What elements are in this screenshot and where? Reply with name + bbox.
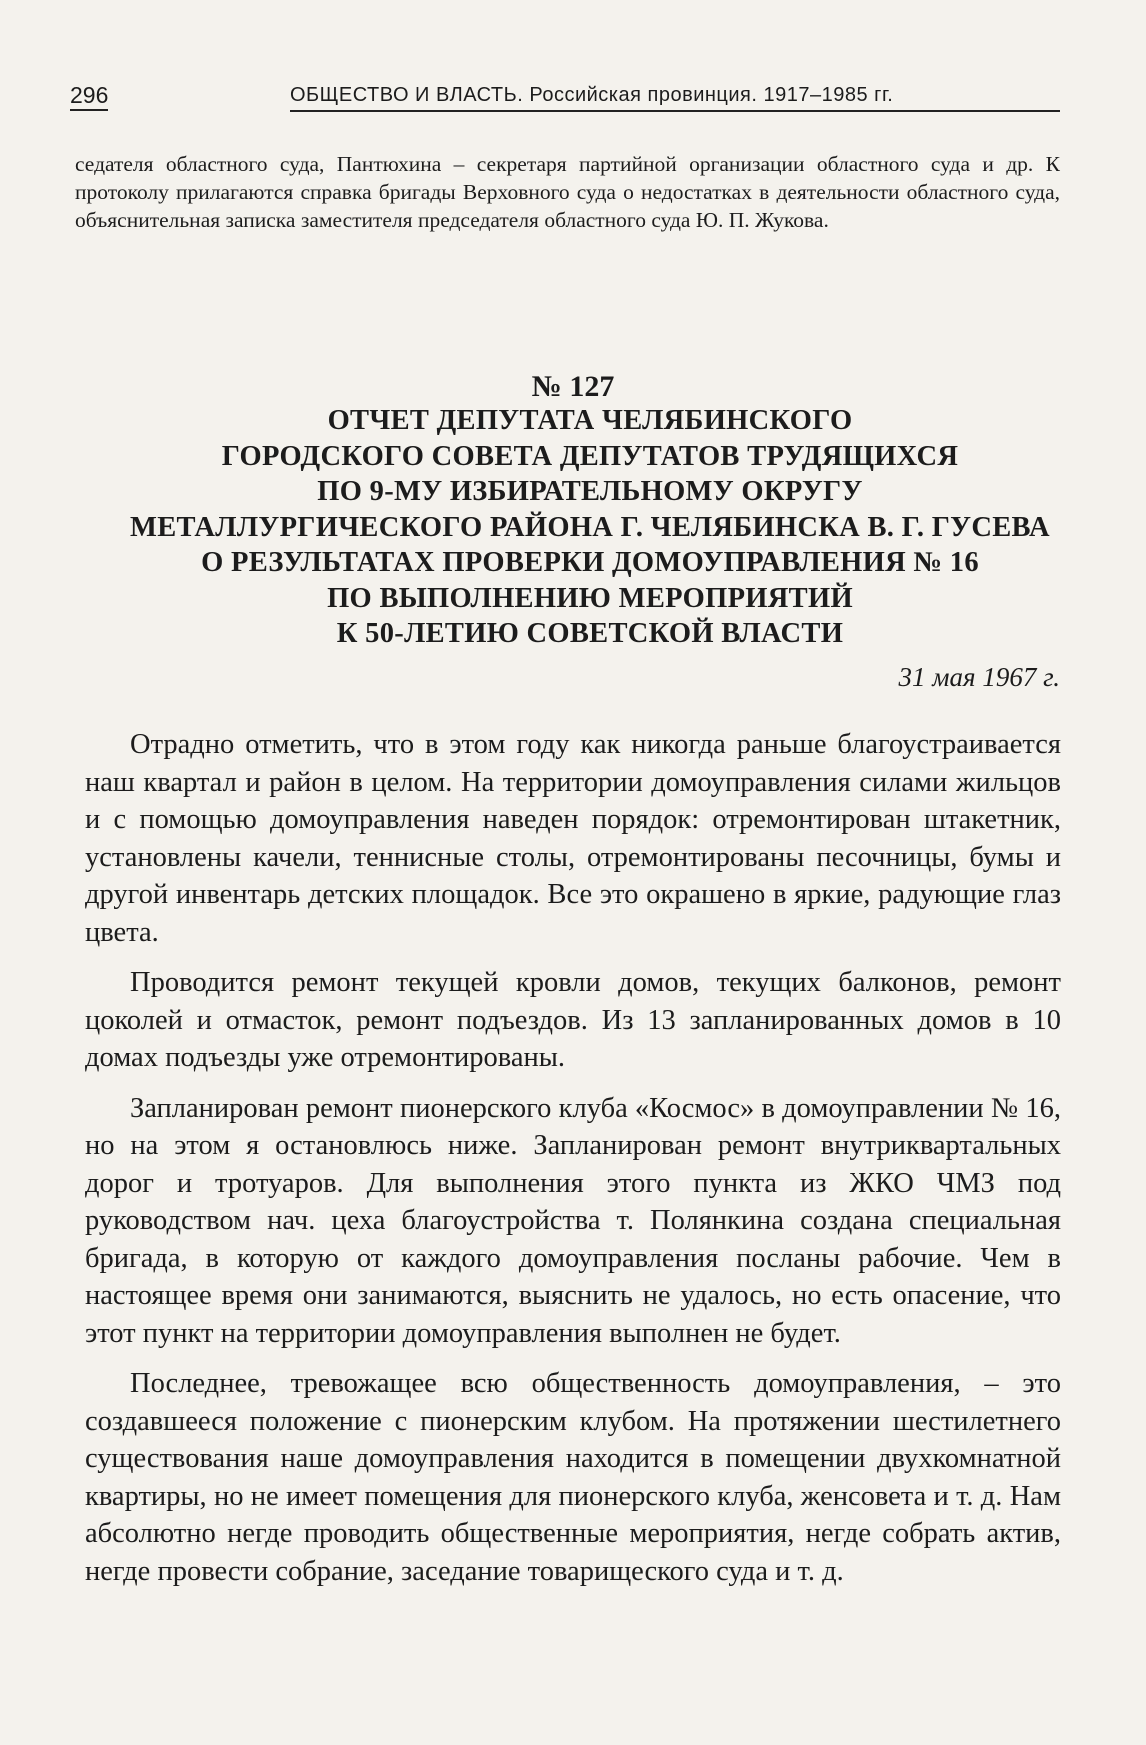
body-paragraph: Отрадно отметить, что в этом году как никогда раньше благоустраивается наш квартал и район в целом. На территории домоуправления силами жильцов и с помощью домоуправления наведен порядок: отремонтирован штакетник, установлены качели, теннисные столы, отремонтированы песочницы, бумы и другой инвентарь детских площадок. Все это окрашено в яркие, радующие глаз цвета. <box>85 729 1061 948</box>
running-header <box>70 82 1060 112</box>
title-line: ПО 9-МУ ИЗБИРАТЕЛЬНОМУ ОКРУГУ <box>317 476 863 507</box>
body-paragraph: Последнее, тревожащее всю общественность домоуправления, – это создавшееся положение с пионерским клубом. На протяжении шестилетнего существования наше домоуправления находится в помещении двухкомнатной квартиры, но не имеет помещения для пионерского клуба, женсовета и т. д. Нам абсолютно негде проводить общественные мероприятия, негде собрать актив, негде провести собрание, заседание товарищеского суда и т. д. <box>85 1368 1061 1587</box>
page-number: 296 <box>70 82 108 111</box>
body-paragraph: Проводится ремонт текущей кровли домов, текущих балконов, ремонт цоколей и отмасток, ремонт подъездов. Из 13 запланированных домов в 10 домах подъезды уже отремонтированы. <box>85 967 1061 1073</box>
title-line: О РЕЗУЛЬТАТАХ ПРОВЕРКИ ДОМОУПРАВЛЕНИЯ № 16 <box>201 547 979 578</box>
body-paragraph: Запланирован ремонт пионерского клуба «Космос» в домоуправлении № 16, но на этом я остановлюсь ниже. Запланирован ремонт внутриквартальных дорог и тротуаров. Для выполнения этого пункта из ЖКО ЧМЗ под руководством нач. цеха благоустройства т. Полянкина создана специальная бригада, в которую от каждого домоуправления посланы рабочие. Чем в настоящее время они занимаются, выяснить не удалось, но есть опасение, что этот пункт на территории домоуправления выполнен не будет. <box>85 1092 1061 1349</box>
intro-paragraph <box>75 150 1060 234</box>
document-body <box>85 726 1061 1603</box>
intro-text: седателя областного суда, Пантюхина – секретаря партийной организации областного суда и др. К протоколу прилагаются справка бригады Верховного суда о недостатках в деятельности областного суда, объяснительная записка заместителя председателя областного суда Ю. П. Жукова. <box>75 152 1060 232</box>
title-line: ОТЧЕТ ДЕПУТАТА ЧЕЛЯБИНСКОГО <box>327 405 853 436</box>
running-title: ОБЩЕСТВО И ВЛАСТЬ. Российская провинция. 1917–1985 гг. <box>290 82 1060 112</box>
document-date: 31 мая 1967 г. <box>898 662 1060 692</box>
document-number: № 127 <box>531 370 615 403</box>
title-line: ПО ВЫПОЛНЕНИЮ МЕРОПРИЯТИЙ <box>327 582 853 614</box>
title-line: МЕТАЛЛУРГИЧЕСКОГО РАЙОНА Г. ЧЕЛЯБИНСКА В. Г. ГУСЕВА <box>130 511 1050 543</box>
title-line: К 50-ЛЕТИЮ СОВЕТСКОЙ ВЛАСТИ <box>336 618 844 649</box>
title-line: ГОРОДСКОГО СОВЕТА ДЕПУТАТОВ ТРУДЯЩИХСЯ <box>221 440 959 472</box>
document-title <box>120 403 1060 652</box>
